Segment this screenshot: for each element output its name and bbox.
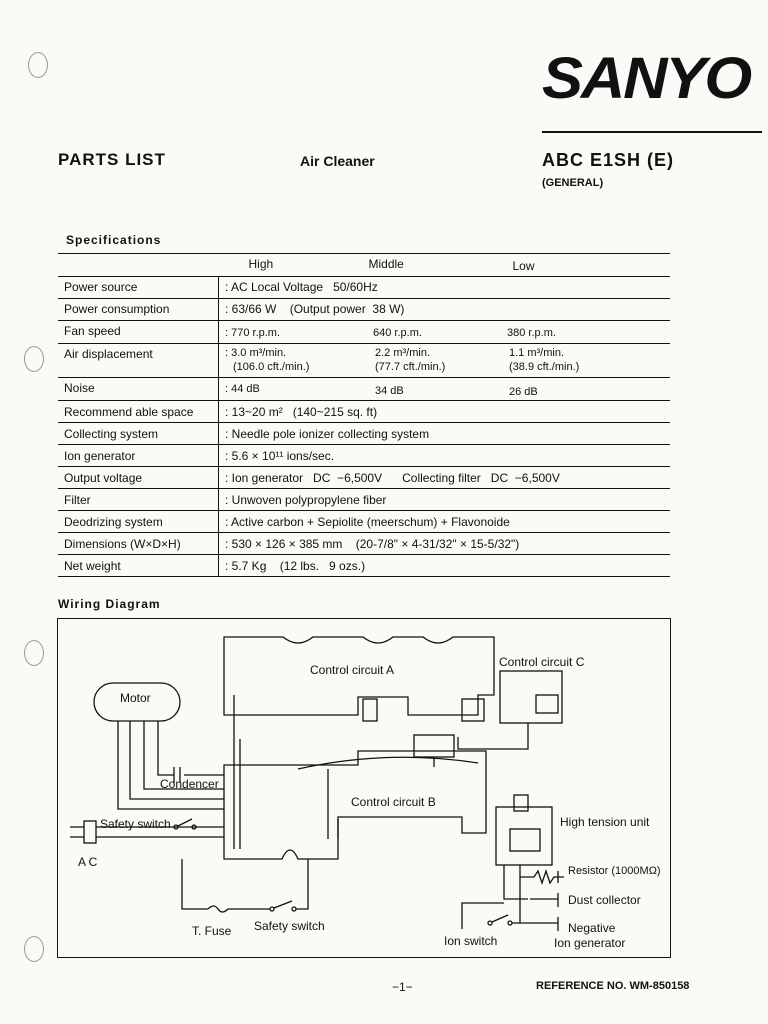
spec-label: Filter [58, 489, 219, 511]
reference-number: REFERENCE NO. WM-850158 [536, 980, 690, 992]
spec-value: : 5.6 × 10¹¹ ions/sec. [219, 445, 671, 467]
connector [414, 735, 454, 757]
control-circuit-c-board [500, 671, 562, 723]
punch-hole [28, 52, 48, 78]
spec-row [58, 511, 670, 533]
noise-high: : 44 dB [225, 383, 260, 395]
brand-logo: SANYO [542, 46, 751, 111]
header-rule [542, 131, 762, 133]
dust-collector-label: Dust collector [568, 893, 641, 907]
spec-row [58, 555, 670, 577]
spec-row [58, 277, 670, 299]
safety-switch-label: Safety switch [100, 817, 171, 831]
spec-label: Power consumption [58, 299, 219, 321]
spec-value: : Active carbon + Sepiolite (meerschum) + Flavonoide [219, 511, 671, 533]
ac-plug [84, 821, 96, 843]
noise-middle: 34 dB [375, 385, 404, 397]
ion-switch-label: Ion switch [444, 934, 498, 948]
spec-value: : Unwoven polypropylene fiber [219, 489, 671, 511]
spec-row [58, 401, 670, 423]
wiring-heading: Wiring Diagram [58, 597, 161, 611]
punch-hole [24, 346, 44, 372]
speed-header-row [58, 254, 670, 277]
t-fuse-label: T. Fuse [192, 924, 232, 938]
spec-row [58, 321, 670, 344]
wiring-diagram [57, 618, 671, 958]
high-tension-unit [496, 807, 552, 865]
air-high-cft: (106.0 cft./min.) [233, 361, 310, 373]
spec-value: : Ion generator DC −6,500V Collecting filter DC −6,500V [219, 467, 671, 489]
spec-row [58, 423, 670, 445]
spec-label: Net weight [58, 555, 219, 577]
spec-label: Ion generator [58, 445, 219, 467]
spec-value: : 5.7 Kg (12 lbs. 9 ozs.) [219, 555, 671, 577]
punch-hole [24, 640, 44, 666]
spec-label: Noise [58, 378, 219, 401]
air-middle: 2.2 m³/min. [375, 347, 431, 359]
header-middle: Middle [368, 257, 404, 271]
fan-low: 380 r.p.m. [507, 327, 556, 339]
model-variant: (GENERAL) [542, 177, 604, 189]
high-tension-label: High tension unit [560, 815, 650, 829]
fan-high: : 770 r.p.m. [225, 327, 281, 339]
spec-label: Air displacement [58, 344, 219, 378]
air-high: : 3.0 m³/min. [225, 347, 287, 359]
negative-label: Negative [568, 921, 616, 935]
header-high: High [248, 257, 274, 271]
ion-generator-label: Ion generator [554, 936, 626, 950]
motor-label: Motor [120, 691, 151, 705]
punch-hole [24, 936, 44, 962]
air-low-cft: (38.9 cft./min.) [509, 361, 580, 373]
spec-value: : 530 × 126 × 385 mm (20-7/8" × 4-31/32" × 15-5/32") [219, 533, 671, 555]
spec-row [58, 533, 670, 555]
spec-row [58, 445, 670, 467]
spec-label: Recommend able space [58, 401, 219, 423]
spec-label: Deodrizing system [58, 511, 219, 533]
noise-low: 26 dB [509, 386, 538, 398]
spec-value: : 13~20 m² (140~215 sq. ft) [219, 401, 671, 423]
page-title: PARTS LIST [58, 150, 166, 169]
spec-label: Power source [58, 277, 219, 299]
spec-label: Output voltage [58, 467, 219, 489]
spec-value: : AC Local Voltage 50/60Hz [219, 277, 671, 299]
product-name: Air Cleaner [300, 153, 375, 169]
condencer-label: Condencer [160, 777, 219, 791]
control-circuit-c-label: Control circuit C [499, 655, 585, 669]
air-low: 1.1 m³/min. [509, 347, 565, 359]
specifications-heading: Specifications [66, 233, 162, 247]
model-number: ABC E1SH (E) [542, 150, 675, 170]
connector [363, 699, 377, 721]
resistor-label: Resistor (1000MΩ) [568, 865, 661, 877]
page-number: −1− [392, 980, 413, 994]
spec-label: Dimensions (W×D×H) [58, 533, 219, 555]
spec-row [58, 378, 670, 401]
control-circuit-a-label: Control circuit A [310, 663, 395, 677]
safety-switch-bottom-label: Safety switch [254, 919, 325, 933]
control-circuit-b-label: Control circuit B [351, 795, 436, 809]
ac-label: A C [78, 855, 98, 869]
spec-value: : Needle pole ionizer collecting system [219, 423, 671, 445]
connector [462, 699, 484, 721]
spec-row [58, 489, 670, 511]
fan-middle: 640 r.p.m. [373, 327, 422, 339]
air-middle-cft: (77.7 cft./min.) [375, 361, 446, 373]
header-low: Low [512, 259, 535, 273]
spec-label: Fan speed [58, 321, 219, 344]
spec-row [58, 467, 670, 489]
spec-value: : 63/66 W (Output power 38 W) [219, 299, 671, 321]
spec-label: Collecting system [58, 423, 219, 445]
spec-row [58, 344, 670, 378]
connector [536, 695, 558, 713]
specifications-table [58, 253, 670, 577]
spec-row [58, 299, 670, 321]
